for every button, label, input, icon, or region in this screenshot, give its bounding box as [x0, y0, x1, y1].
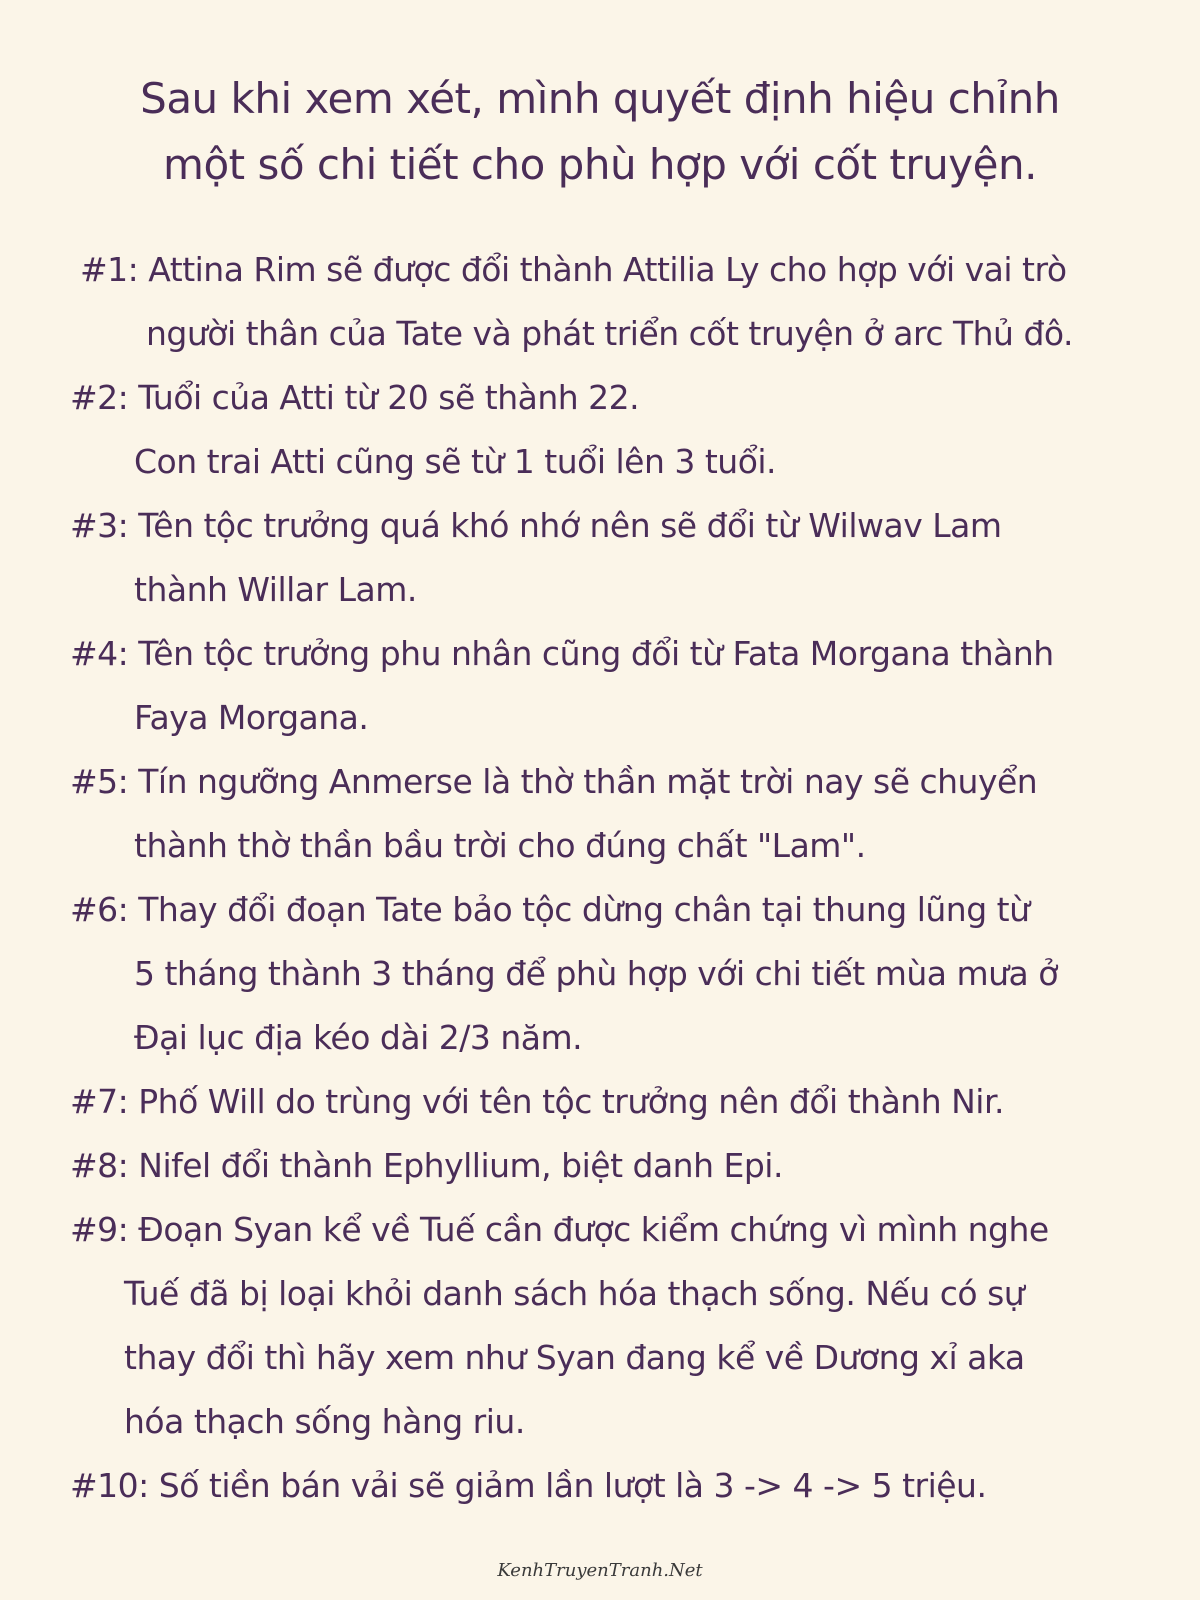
note-line: người thân của Tate và phát triển cốt truyện ở arc Thủ đô.: [146, 314, 1073, 353]
note-line: #7: Phố Will do trùng với tên tộc trưởng nên đổi thành Nir.: [70, 1082, 1004, 1121]
notes-list: [0, 238, 1200, 1518]
note-line: #9: Đoạn Syan kể về Tuế cần được kiểm chứng vì mình nghe: [70, 1210, 1049, 1249]
note-1: [0, 238, 1200, 366]
note-2: [0, 366, 1200, 494]
watermark: KenhTruyenTranh.Net: [497, 1560, 703, 1581]
note-line: #3: Tên tộc trưởng quá khó nhớ nên sẽ đổi từ Wilwav Lam: [70, 506, 1002, 545]
note-line: #1: Attina Rim sẽ được đổi thành Attilia Ly cho hợp với vai trò: [80, 250, 1067, 289]
note-6: [0, 878, 1200, 1070]
note-line: #5: Tín ngưỡng Anmerse là thờ thần mặt trời nay sẽ chuyển: [70, 762, 1038, 801]
note-3: [0, 494, 1200, 622]
page-title: [0, 66, 1200, 198]
note-line: #6: Thay đổi đoạn Tate bảo tộc dừng chân tại thung lũng từ: [70, 890, 1030, 929]
note-line: hóa thạch sống hàng riu.: [124, 1402, 525, 1441]
note-line: Con trai Atti cũng sẽ từ 1 tuổi lên 3 tuổi.: [134, 442, 777, 481]
title-line-1: Sau khi xem xét, mình quyết định hiệu chỉnh: [140, 74, 1060, 123]
note-line: 5 tháng thành 3 tháng để phù hợp với chi tiết mùa mưa ở: [134, 954, 1058, 993]
note-5: [0, 750, 1200, 878]
note-line: #4: Tên tộc trưởng phu nhân cũng đổi từ Fata Morgana thành: [70, 634, 1054, 673]
note-line: #2: Tuổi của Atti từ 20 sẽ thành 22.: [70, 378, 640, 417]
note-line: thành thờ thần bầu trời cho đúng chất "Lam".: [134, 826, 866, 865]
note-7: [0, 1070, 1200, 1134]
note-line: Đại lục địa kéo dài 2/3 năm.: [134, 1018, 583, 1057]
note-line: Faya Morgana.: [134, 698, 369, 737]
note-4: [0, 622, 1200, 750]
note-line: thay đổi thì hãy xem như Syan đang kể về Dương xỉ aka: [124, 1338, 1025, 1377]
title-line-2: một số chi tiết cho phù hợp với cốt truyện.: [163, 140, 1037, 189]
note-line: Tuế đã bị loại khỏi danh sách hóa thạch sống. Nếu có sự: [124, 1274, 1025, 1313]
note-8: [0, 1134, 1200, 1198]
note-line: #10: Số tiền bán vải sẽ giảm lần lượt là 3 -> 4 -> 5 triệu.: [70, 1466, 987, 1505]
note-10: [0, 1454, 1200, 1518]
note-line: #8: Nifel đổi thành Ephyllium, biệt danh Epi.: [70, 1146, 783, 1185]
note-line: thành Willar Lam.: [134, 570, 417, 609]
note-9: [0, 1198, 1200, 1454]
